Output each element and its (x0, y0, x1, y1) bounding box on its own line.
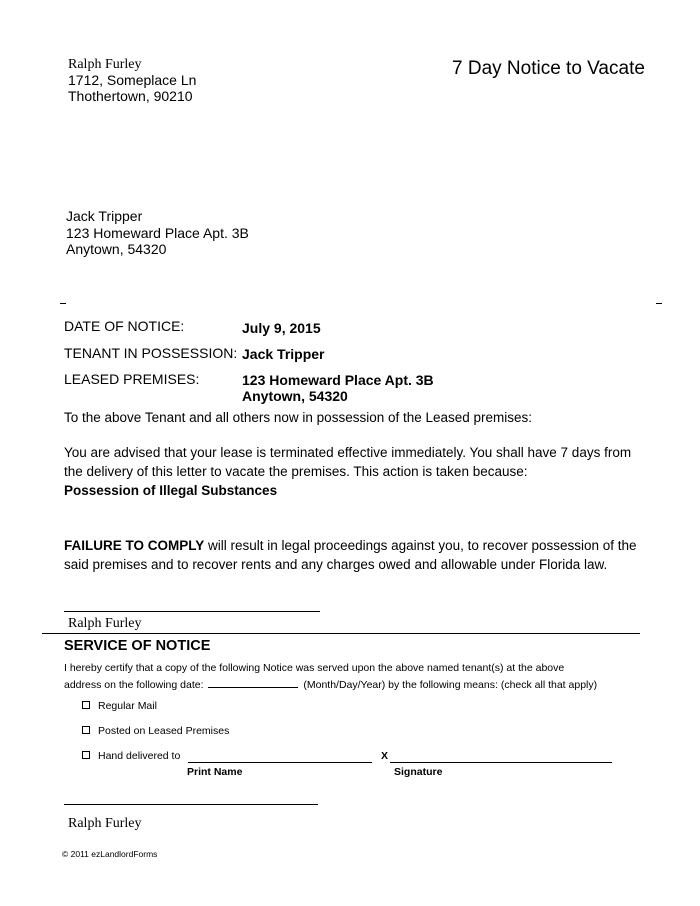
section-divider (42, 633, 640, 634)
tenant-label: TENANT IN POSSESSION: (64, 345, 238, 361)
option-regular-mail[interactable] (82, 699, 157, 713)
premises-line2: Anytown, 54320 (242, 388, 348, 404)
premises-label: LEASED PREMISES: (64, 371, 200, 387)
certify-line-2-a: address on the following date: (64, 679, 204, 691)
certify-line-2 (64, 677, 597, 692)
failure-paragraph (64, 537, 644, 574)
option-posted[interactable] (82, 724, 229, 738)
certify-line-1: I hereby certify that a copy of the following Notice was served upon the above named tenant(s) at the above (64, 662, 565, 674)
service-date-blank[interactable] (208, 677, 298, 688)
certify-line-2-b: (Month/Day/Year) by the following means: (check all that apply) (303, 679, 598, 691)
fold-mark-left (60, 303, 66, 304)
hand-delivered-label: Hand delivered to (98, 750, 181, 762)
tenant-city-zip: Anytown, 54320 (66, 241, 167, 257)
landlord-city-zip: Thothertown, 90210 (68, 88, 193, 104)
failure-text: will result in legal proceedings against you, to recover possession of the said premises and to recover rents and any charges owed and allowable under Florida law. (64, 538, 637, 572)
termination-reason: Possession of Illegal Substances (64, 483, 278, 498)
copyright: © 2011 ezLandlordForms (62, 849, 158, 859)
intro-text: To the above Tenant and all others now in possession of the Leased premises: (64, 410, 533, 425)
fold-mark-right (656, 303, 662, 304)
landlord-street: 1712, Someplace Ln (68, 72, 197, 88)
regular-mail-checkbox[interactable] (82, 701, 90, 709)
posted-label: Posted on Leased Premises (98, 725, 230, 737)
tenant-value: Jack Tripper (242, 346, 325, 362)
premises-line1: 123 Homeward Place Apt. 3B (242, 372, 434, 388)
regular-mail-label: Regular Mail (98, 700, 157, 712)
advice-paragraph (64, 444, 644, 481)
server-signature-line (64, 804, 318, 805)
print-name-line[interactable] (188, 762, 372, 763)
tenant-signature-line[interactable] (390, 762, 612, 763)
signature-label: Signature (394, 766, 443, 778)
date-value: July 9, 2015 (242, 320, 321, 336)
option-hand-delivered[interactable] (82, 749, 180, 763)
server-signature-name: Ralph Furley (68, 816, 142, 831)
date-label: DATE OF NOTICE: (64, 318, 185, 334)
landlord-signature-line (64, 611, 320, 612)
advice-text: You are advised that your lease is terminated effective immediately. You shall have 7 days from the delivery of this letter to vacate the premises. This action is taken because: (64, 445, 632, 479)
tenant-name: Jack Tripper (66, 208, 143, 224)
landlord-signature-name: Ralph Furley (68, 616, 142, 631)
page-title: 7 Day Notice to Vacate (452, 58, 645, 79)
posted-checkbox[interactable] (82, 726, 90, 734)
signature-x-mark: X (381, 750, 389, 762)
failure-bold: FAILURE TO COMPLY (64, 538, 205, 553)
tenant-street: 123 Homeward Place Apt. 3B (66, 225, 249, 241)
print-name-label: Print Name (187, 766, 243, 778)
hand-delivered-checkbox[interactable] (82, 751, 90, 759)
service-heading: SERVICE OF NOTICE (64, 638, 211, 654)
landlord-name: Ralph Furley (68, 57, 142, 72)
